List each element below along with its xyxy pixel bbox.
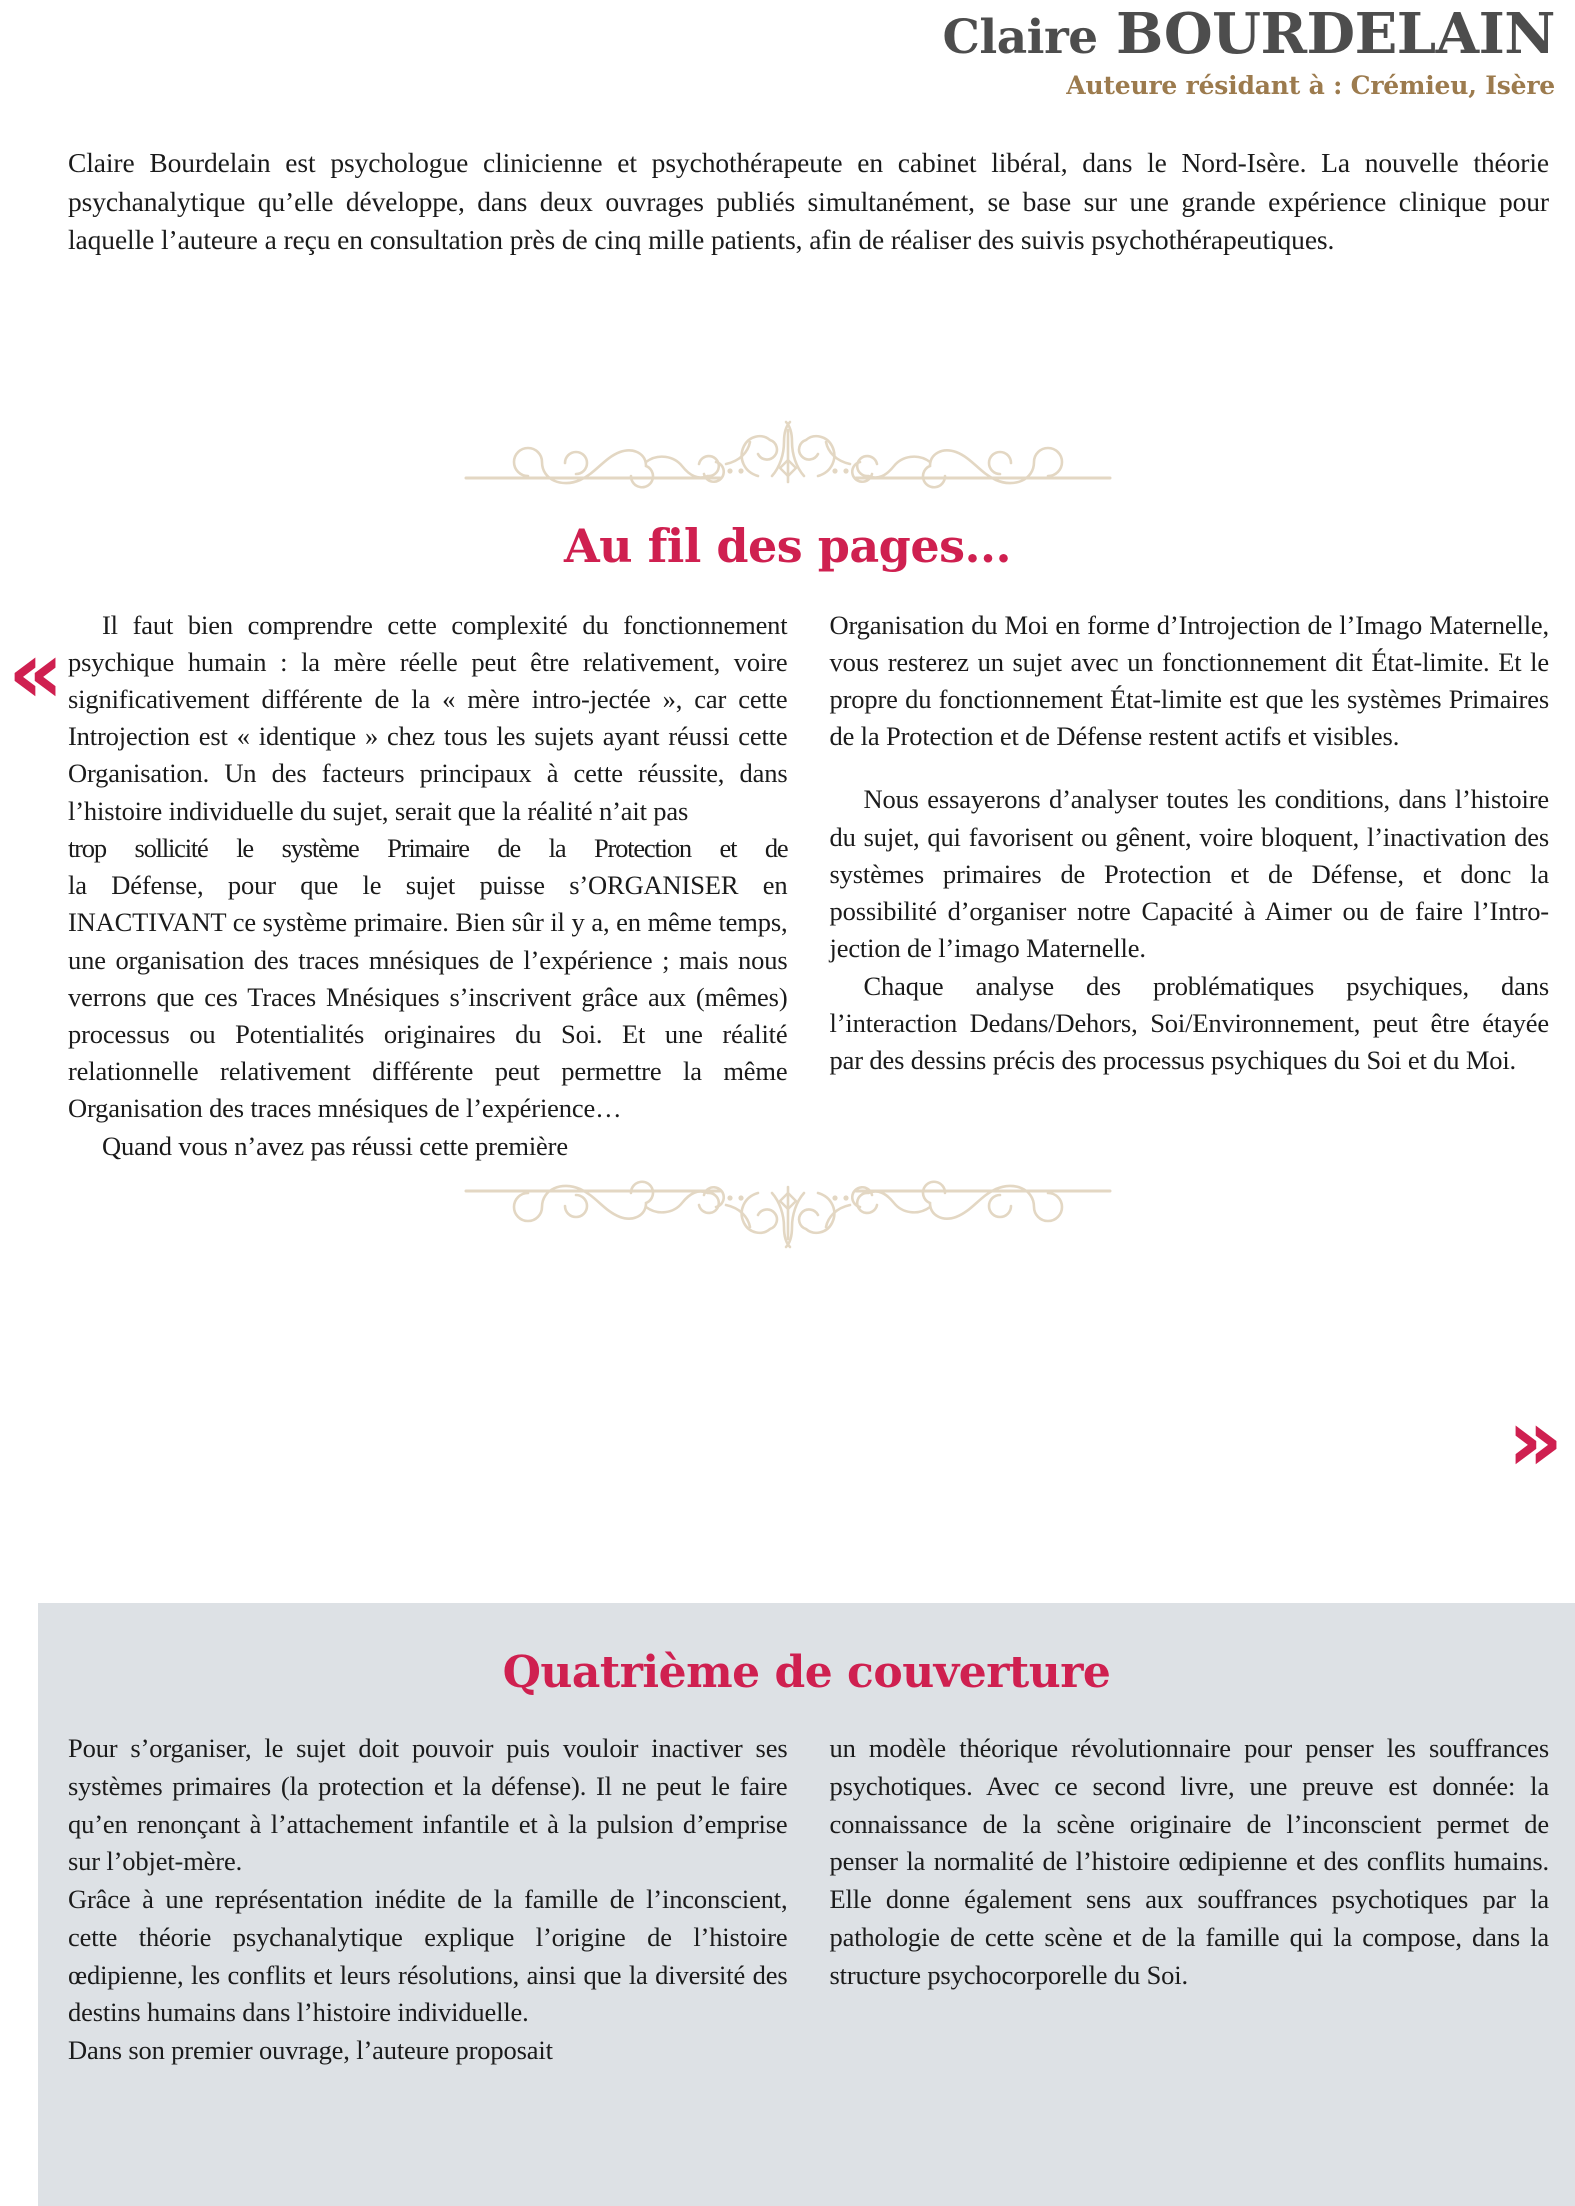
paragraph: Il faut bien comprendre cette complexité du fonctionnement psychique humain : la mère réelle peut être relativement, voire significativement différente de la « mère intro-jectée », car cette Introjection est « identique » chez tous les sujets ayant réussi cette Organisation. Un des facteurs principaux à cette réussite, dans l’histoire individuelle du sujet, serait que la réalité n’ait pas xyxy=(68,609,788,826)
paragraph: Pour s’organiser, le sujet doit pouvoir puis vouloir inactiver ses systèmes primaires (la protection et la défense). Il ne peut le faire qu’en renonçant à l’attachement infantile et à la pulsion d’emprise sur l’objet-mère. xyxy=(68,1733,788,1877)
quatrieme-left-column xyxy=(68,1730,788,2070)
paragraph: Nous essayerons d’analyser toutes les conditions, dans l’histoire du sujet, qui favorisent ou gênent, voire bloquent, l’inactivation des systèmes primaires de Protection et de Défense, et donc la possibilité d’organiser notre Capacité à Aimer ou de faire l’Intro-jection de l’imago Maternelle. xyxy=(829,784,1549,964)
author-first-name: Claire xyxy=(942,10,1098,65)
quatrieme-right-column xyxy=(830,1730,1550,2070)
filigree-flourish-icon xyxy=(458,1179,1118,1249)
au-fil-right-column xyxy=(830,607,1550,1165)
paragraph: trop sollicité le système Primaire de la Protection et de xyxy=(68,832,788,863)
page-header xyxy=(0,0,1575,100)
au-fil-columns xyxy=(68,607,1549,1165)
quatrieme-de-couverture-section xyxy=(38,1603,1575,2206)
paragraph: Quand vous n’avez pas réussi cette première xyxy=(102,1130,568,1161)
quatrieme-columns xyxy=(68,1730,1549,2070)
intro-paragraph: Claire Bourdelain est psychologue clinicienne et psychothérapeute en cabinet libéral, dans le Nord-Isère. La nouvelle théorie psychanalytique qu’elle développe, dans deux ouvrages publiés simultanément, se base sur une grande expérience clinique pour laquelle l’auteure a reçu en consultation près de cinq mille patients, afin de réaliser des suivis psychothérapeutiques. xyxy=(68,147,1549,256)
filigree-flourish-icon xyxy=(458,420,1118,490)
paragraph: Organisation du Moi en forme d’Introjection de l’Imago Maternelle, vous resterez un sujet avec un fonctionnement dit État-limite. Et le propre du fonctionnement État-limite est que les systèmes Primaires de la Protection et de Défense restent actifs et visibles. xyxy=(829,609,1549,752)
guillemet-open-icon: « xyxy=(8,623,64,723)
paragraph: Dans son premier ouvrage, l’auteure proposait xyxy=(68,2035,553,2065)
paragraph: la Défense, pour que le sujet puisse s’ORGANISER en INACTIVANT ce système primaire. Bien sûr il y a, en même temps, une organisation des traces mnésiques de l’expérience ; mais nous verrons que ces Traces Mnésiques s’inscrivent grâce aux (mêmes) processus ou Potentialités originaires du Soi. Et une réalité relationnelle relativement différente peut permettre la même Organisation des traces mnésiques de l’expérience… xyxy=(68,870,788,1124)
paragraph: Chaque analyse des problématiques psychiques, dans l’interaction Dedans/Dehors, Soi/Environnement, peut être étayée par des dessins précis des processus psychiques du Soi et du Moi. xyxy=(829,970,1549,1076)
author-residence: Auteure résidant à : Crémieu, Isère xyxy=(1066,71,1555,101)
section-title-au-fil-des-pages: Au fil des pages... xyxy=(563,518,1012,573)
author-name xyxy=(0,1,1555,67)
guillemet-close-icon: » xyxy=(1507,1391,1563,1491)
ornament-divider-bottom xyxy=(0,1179,1575,1254)
ornament-divider-top xyxy=(0,420,1575,495)
section-title-quatrieme-de-couverture: Quatrième de couverture xyxy=(502,1647,1111,1698)
paragraph: Grâce à une représentation inédite de la famille de l’inconscient, cette théorie psychanalytique explique l’origine de l’histoire œdipienne, les conflits et leurs résolutions, ainsi que la diversité des destins humains dans l’histoire individuelle. xyxy=(68,1884,788,2028)
paragraph: un modèle théorique révolutionnaire pour penser les souffrances psychotiques. Avec ce second livre, une preuve est donnée: la connaissance de la scène originaire de l’inconscient permet de penser la normalité de l’histoire œdipienne et des conflits humains. Elle donne également sens aux souffrances psychotiques par la pathologie de cette scène et de la famille qui la compose, dans la structure psychocorporelle du Soi. xyxy=(829,1733,1549,1990)
au-fil-left-column xyxy=(68,607,788,1165)
author-last-name: BOURDELAIN xyxy=(1116,1,1555,67)
